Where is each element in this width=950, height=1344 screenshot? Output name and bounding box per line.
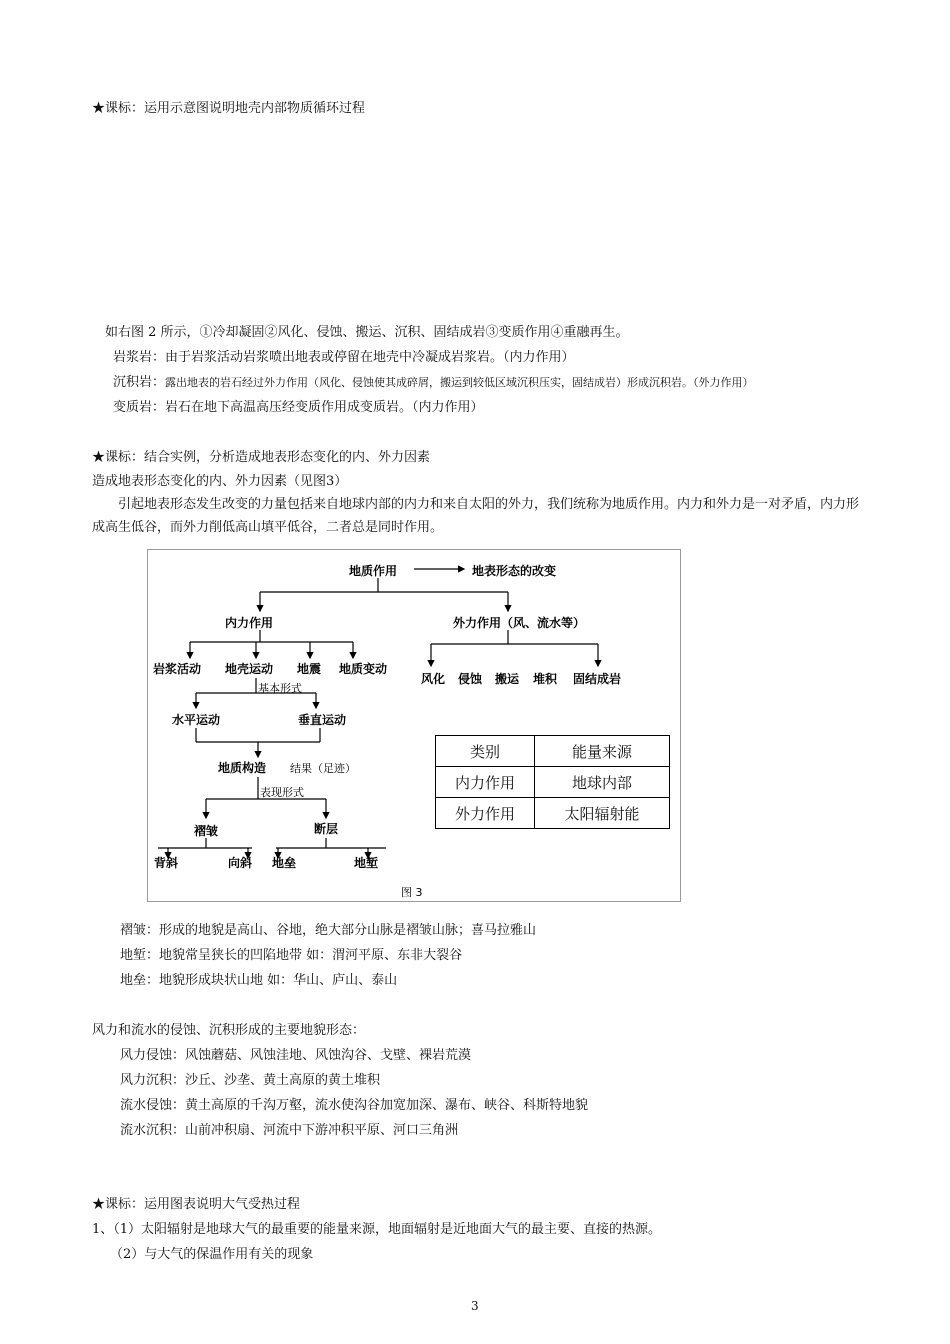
metamorphic-rock-line: 变质岩：岩石在地下高温高压经变质作用成变质岩。（内力作用） (113, 400, 484, 415)
node-crustal-movement: 地壳运动 (225, 662, 274, 676)
list-item: 风力沉积：沙丘、沙垄、黄土高原的黄土堆积 (120, 1073, 381, 1088)
list-item: 流水侵蚀：黄土高原的千沟万壑，流水使沟谷加宽加深、瀑布、峡谷、科斯特地貌 (120, 1098, 589, 1113)
node-earthquake: 地震 (297, 662, 322, 676)
node-internal-force: 内力作用 (225, 616, 274, 630)
node-transport: 搬运 (495, 672, 520, 686)
node-erosion: 侵蚀 (458, 672, 483, 686)
graben-landform-line: 地堑：地貌常呈狭长的凹陷地带 如：渭河平原、东非大裂谷 (120, 948, 463, 963)
atmosphere-line1: 1、（1）太阳辐射是地球大气的最重要的能量来源，地面辐射是近地面大气的最主要、直接的热源。 (92, 1222, 662, 1237)
node-horizontal-movement: 水平运动 (172, 713, 221, 727)
section2-subheading: 造成地表形态变化的内、外力因素（见图3） (92, 474, 348, 489)
fold-landform-line: 褶皱：形成的地貌是高山、谷地，绝大部分山脉是褶皱山脉；喜马拉雅山 (120, 923, 537, 938)
diagram-connectors (148, 550, 680, 901)
table-row (436, 767, 670, 798)
sedimentary-text: 露出地表的岩石经过外力作用（风化、侵蚀使其成碎屑，搬运到较低区域沉积压实，固结成岩）形成沉积岩。（外力作用） (165, 376, 754, 389)
node-external-force: 外力作用（风、流水等） (453, 616, 586, 630)
horst-landform-line: 地垒：地貌形成块状山地 如：华山、庐山、泰山 (120, 973, 398, 988)
section3-heading: ★课标：运用图表说明大气受热过程 (92, 1197, 301, 1212)
table-cell: 外力作用 (436, 798, 535, 829)
table-row (436, 736, 670, 767)
node-lithification: 固结成岩 (573, 672, 622, 686)
table-cell: 太阳辐射能 (535, 798, 670, 829)
rock-cycle-intro: 如右图 2 所示，①冷却凝固②风化、侵蚀、搬运、沉积、固结成岩③变质作用④重融再生。 (105, 325, 629, 340)
section2-paragraph: 引起地表形态发生改变的力量包括来自地球内部的内力和来自太阳的外力，我们统称为地质作用。内力和外力是一对矛盾，内力形成高生低谷，而外力削低高山填平低谷，二者总是同时作用。 (92, 497, 860, 535)
node-horst: 地垒 (272, 856, 297, 870)
label-structure-result: 结果（足迹） (290, 762, 356, 775)
table-cell: 内力作用 (436, 767, 535, 798)
page-number: 3 (471, 1299, 479, 1313)
sedimentary-label: 沉积岩： (113, 375, 166, 390)
geological-process-diagram (147, 549, 681, 902)
table-row (436, 798, 670, 829)
node-fault: 断层 (314, 822, 339, 836)
section2-heading: ★课标：结合实例，分析造成地表形态变化的内、外力因素 (92, 450, 431, 465)
node-fold: 褶皱 (194, 824, 219, 838)
node-geological-process: 地质作用 (349, 564, 398, 578)
node-surface-change: 地表形态的改变 (472, 564, 557, 578)
table-header-category: 类别 (436, 736, 535, 767)
energy-source-table (435, 735, 670, 829)
sedimentary-rock-line (113, 371, 754, 390)
table-header-energy: 能量来源 (535, 736, 670, 767)
node-magmatic-activity: 岩浆活动 (153, 662, 202, 676)
node-syncline: 向斜 (228, 856, 253, 870)
node-anticline: 背斜 (154, 856, 179, 870)
label-expression-form: 表现形式 (260, 786, 304, 799)
node-weathering: 风化 (421, 672, 446, 686)
table-cell: 地球内部 (535, 767, 670, 798)
section1-heading: ★课标：运用示意图说明地壳内部物质循环过程 (92, 101, 366, 116)
wind-water-title: 风力和流水的侵蚀、沉积形成的主要地貌形态： (92, 1023, 366, 1038)
node-geological-structure: 地质构造 (218, 761, 267, 775)
list-item: 流水沉积：山前冲积扇、河流中下游冲积平原、河口三角洲 (120, 1123, 459, 1138)
node-deposition: 堆积 (533, 672, 558, 686)
atmosphere-line2: （2）与大气的保温作用有关的现象 (110, 1247, 314, 1262)
figure-caption: 图 3 (401, 886, 423, 899)
magmatic-rock-line: 岩浆岩：由于岩浆活动岩浆喷出地表或停留在地壳中冷凝成岩浆岩。（内力作用） (113, 350, 575, 365)
list-item: 风力侵蚀：风蚀蘑菇、风蚀洼地、风蚀沟谷、戈壁、裸岩荒漠 (120, 1048, 472, 1063)
label-basic-form: 基本形式 (258, 682, 302, 695)
node-graben: 地堑 (354, 856, 379, 870)
node-vertical-movement: 垂直运动 (298, 713, 347, 727)
node-geological-change: 地质变动 (339, 662, 388, 676)
